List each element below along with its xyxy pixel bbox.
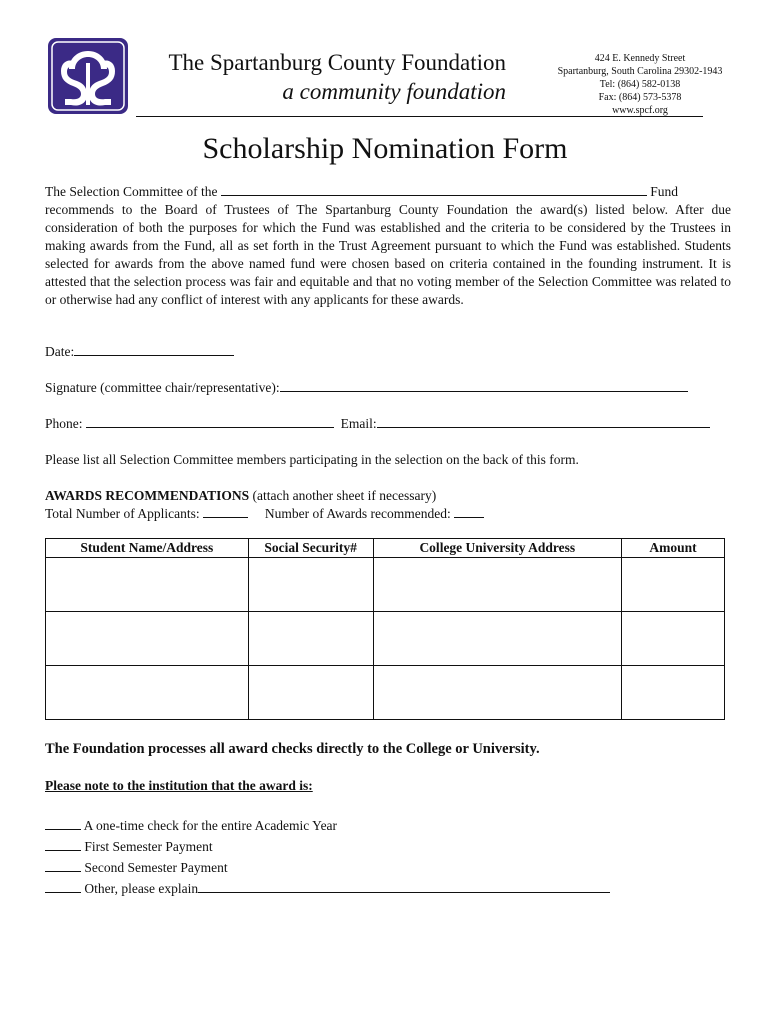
awards-recommended-field[interactable] xyxy=(454,505,484,518)
awards-heading-note: (attach another sheet if necessary) xyxy=(252,488,437,503)
table-row xyxy=(46,612,725,666)
college-address-cell[interactable] xyxy=(373,666,622,720)
awards-heading: AWARDS RECOMMENDATIONS xyxy=(45,488,250,503)
signature-label: Signature (committee chair/representative): xyxy=(45,380,280,395)
awards-table xyxy=(45,538,725,720)
foundation-note: The Foundation processes all award checks directly to the College or University. xyxy=(45,741,540,757)
signature-row xyxy=(45,379,688,397)
date-label: Date: xyxy=(45,344,75,359)
college-address-cell[interactable] xyxy=(373,612,622,666)
phone-label: Phone: xyxy=(45,416,83,431)
option-label: A one-time check for the entire Academic Year xyxy=(83,818,338,833)
awards-recommended-label: Number of Awards recommended: xyxy=(264,506,451,521)
option-other xyxy=(45,878,610,899)
address-tel: Tel: (864) 582-0138 xyxy=(599,79,681,90)
option-blank[interactable] xyxy=(45,859,81,872)
option-label: First Semester Payment xyxy=(84,839,213,854)
option-blank[interactable] xyxy=(45,838,81,851)
amount-cell[interactable] xyxy=(622,612,725,666)
foundation-logo xyxy=(47,37,129,115)
table-row xyxy=(46,558,725,612)
col-student-name: Student Name/Address xyxy=(46,539,249,558)
intro-lead: The Selection Committee of the xyxy=(45,184,218,199)
form-title: Scholarship Nomination Form xyxy=(202,132,568,165)
option-second-semester xyxy=(45,857,610,878)
logo-mark-icon xyxy=(47,37,129,115)
table-row xyxy=(46,666,725,720)
signature-field[interactable] xyxy=(280,379,688,392)
col-social-security: Social Security# xyxy=(248,539,373,558)
institution-note: Please note to the institution that the award is: xyxy=(45,778,313,793)
intro-body: recommends to the Board of Trustees of The Spartanburg County Foundation the award(s) listed below. After due consideration of both the purposes for which the Fund was established and the criteria to be considered by the Trustees in making awards from the Fund, all as set forth in the Trust Agreement pursuant to which the Fund was established. Students selected for awards from the above named fund were chosen based on criteria contained in the founding instrument. It is attested that the selection process was fair and equitable and that no voting member of the Selection Committee was related to or otherwise had any conflict of interest with any applicants for these awards. xyxy=(45,202,731,307)
payment-options xyxy=(45,815,610,899)
fund-name-field[interactable] xyxy=(221,183,647,196)
date-row xyxy=(45,343,234,361)
ssn-cell[interactable] xyxy=(248,558,373,612)
student-name-cell[interactable] xyxy=(46,612,249,666)
amount-cell[interactable] xyxy=(622,558,725,612)
contact-row xyxy=(45,415,710,433)
org-name: The Spartanburg County Foundation xyxy=(168,50,506,75)
intro-paragraph xyxy=(45,183,731,309)
total-applicants-field[interactable] xyxy=(203,505,248,518)
option-one-time xyxy=(45,815,610,836)
email-label: Email: xyxy=(340,416,377,431)
option-blank[interactable] xyxy=(45,880,81,893)
header-divider xyxy=(136,116,703,117)
ssn-cell[interactable] xyxy=(248,666,373,720)
date-field[interactable] xyxy=(74,343,234,356)
option-label: Other, please explain xyxy=(84,881,199,896)
col-amount: Amount xyxy=(622,539,725,558)
email-field[interactable] xyxy=(377,415,710,428)
address-fax: Fax: (864) 573-5378 xyxy=(598,92,682,103)
ssn-cell[interactable] xyxy=(248,612,373,666)
org-address xyxy=(550,52,730,117)
address-website[interactable]: www.spcf.org xyxy=(612,105,668,116)
address-city: Spartanburg, South Carolina 29302-1943 xyxy=(557,66,723,77)
student-name-cell[interactable] xyxy=(46,558,249,612)
total-applicants-label: Total Number of Applicants: xyxy=(45,506,200,521)
amount-cell[interactable] xyxy=(622,666,725,720)
option-label: Second Semester Payment xyxy=(84,860,228,875)
intro-fund-word: Fund xyxy=(650,184,678,199)
org-tagline: a community foundation xyxy=(282,79,506,104)
phone-field[interactable] xyxy=(86,415,334,428)
col-college-address: College University Address xyxy=(373,539,622,558)
college-address-cell[interactable] xyxy=(373,558,622,612)
awards-counts-row xyxy=(45,505,484,523)
awards-table-header xyxy=(46,539,725,558)
other-explain-field[interactable] xyxy=(198,880,610,893)
awards-heading-row xyxy=(45,487,436,505)
option-blank[interactable] xyxy=(45,817,81,830)
address-street: 424 E. Kennedy Street xyxy=(594,53,686,64)
committee-members-note: Please list all Selection Committee members participating in the selection on the back of this form. xyxy=(45,452,579,467)
option-first-semester xyxy=(45,836,610,857)
student-name-cell[interactable] xyxy=(46,666,249,720)
